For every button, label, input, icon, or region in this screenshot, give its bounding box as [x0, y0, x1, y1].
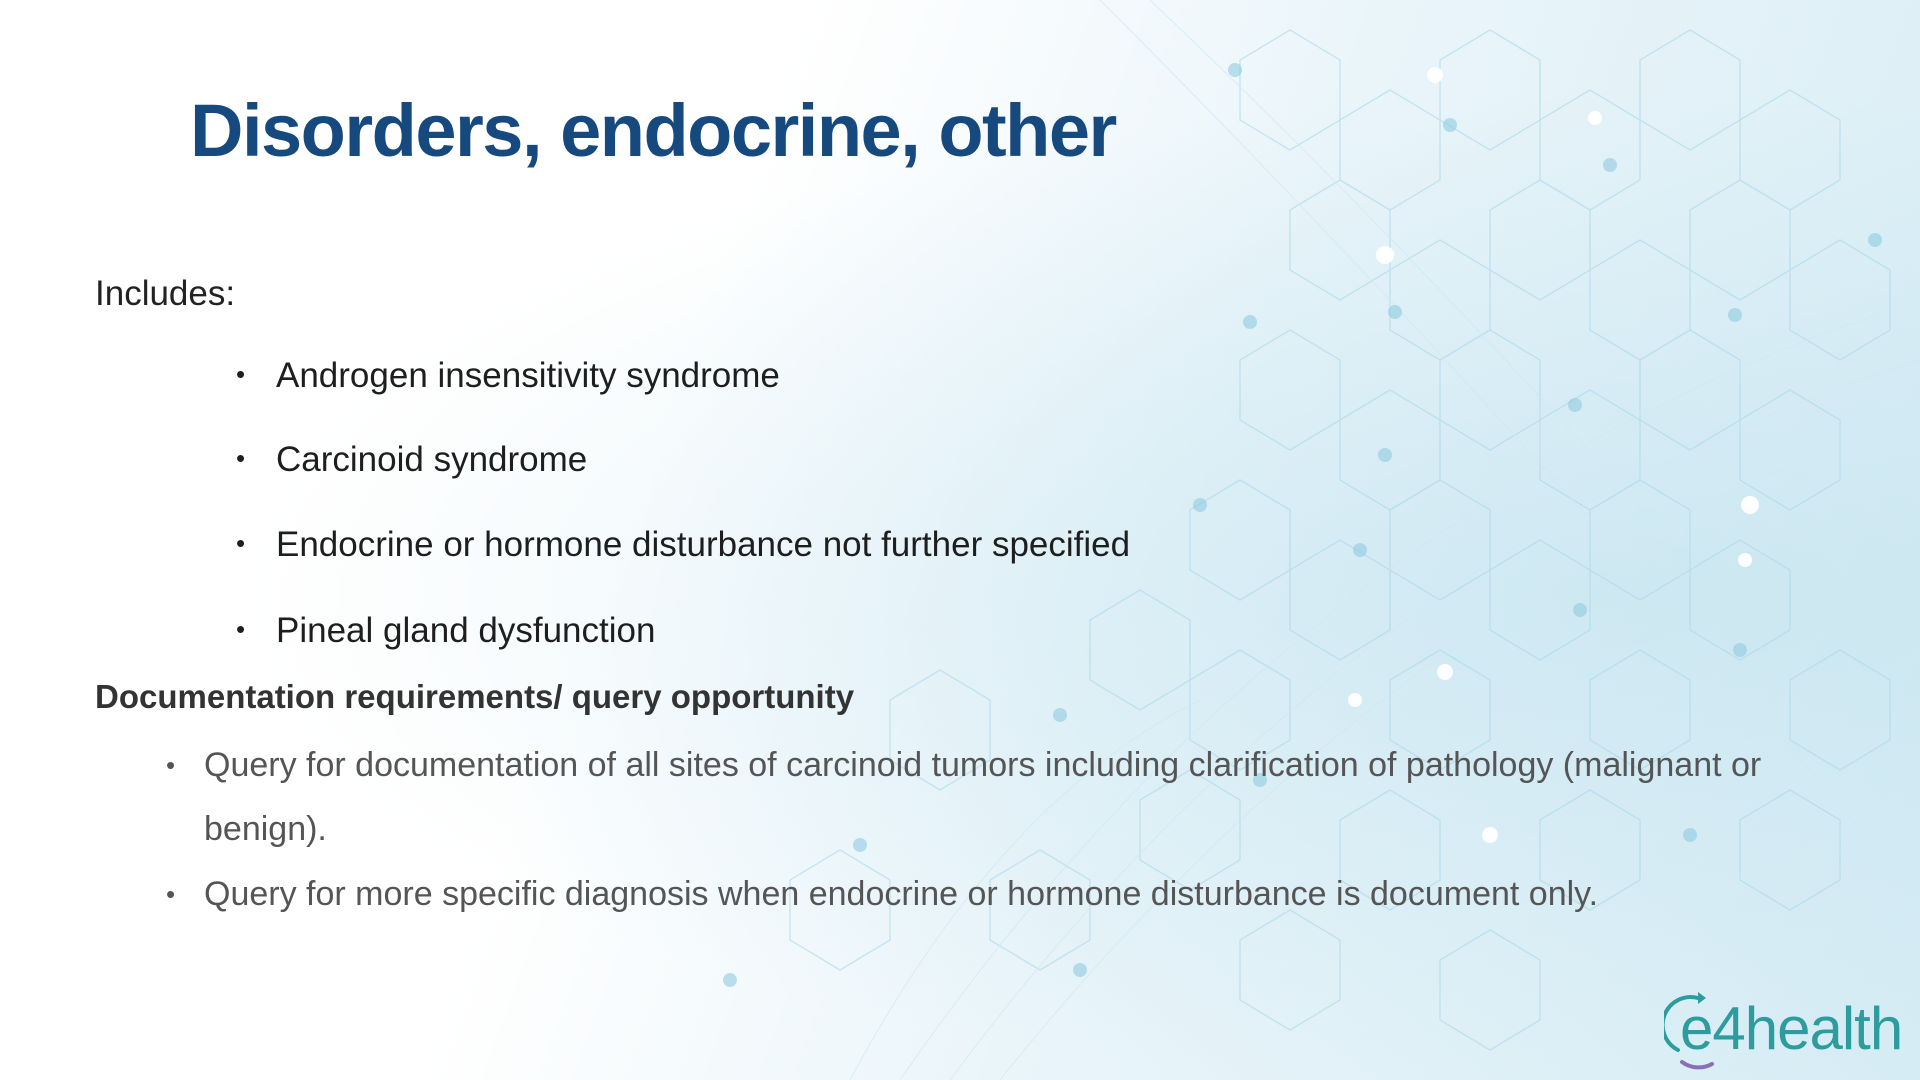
- bullet-icon: •: [236, 359, 246, 389]
- logo-text: e4health: [1680, 995, 1903, 1062]
- bullet-icon: •: [236, 443, 246, 473]
- list-item-text: Androgen insensitivity syndrome: [276, 356, 780, 395]
- slide-title: Disorders, endocrine, other: [190, 89, 1116, 172]
- bullet-icon: •: [166, 879, 176, 909]
- list-item: [236, 440, 587, 490]
- documentation-heading: Documentation requirements/ query opportunity: [95, 678, 855, 715]
- bullet-icon: •: [236, 528, 246, 558]
- bullet-icon: •: [236, 614, 246, 644]
- includes-label: Includes:: [95, 274, 236, 313]
- query-item: [166, 733, 1766, 861]
- list-item: [236, 356, 780, 406]
- e4health-logo: [1664, 990, 1903, 1070]
- list-item: [236, 525, 1130, 575]
- list-item-text: Carcinoid syndrome: [276, 440, 588, 479]
- list-item: [236, 611, 655, 661]
- list-item-text: Endocrine or hormone disturbance not further specified: [276, 525, 1131, 564]
- query-item: [166, 862, 1766, 926]
- list-item-text: Pineal gland dysfunction: [276, 611, 656, 650]
- query-item-text: Query for more specific diagnosis when endocrine or hormone disturbance is document only.: [204, 875, 1599, 913]
- query-item-text: Query for documentation of all sites of carcinoid tumors including clarification of pathology (malignant or benign).: [204, 746, 1762, 848]
- bullet-icon: •: [166, 750, 176, 780]
